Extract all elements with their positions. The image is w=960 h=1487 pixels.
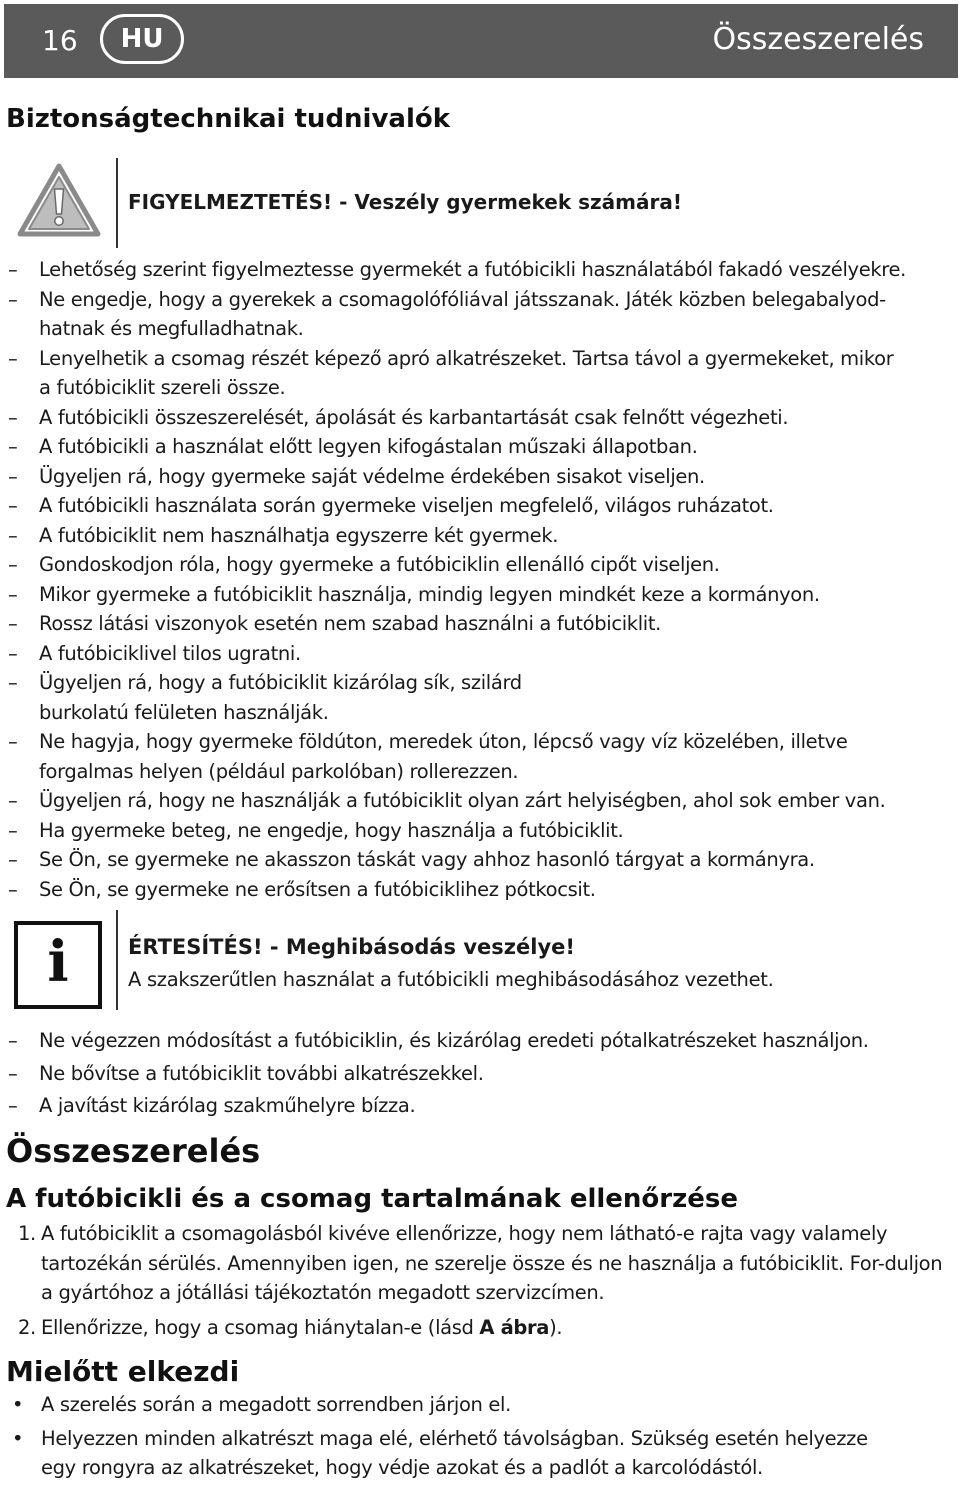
list-item: – A javítást kizárólag szakműhelyre bízza. [8,1091,958,1121]
warning-title: FIGYELMEZTETÉS! - Veszély gyermekek számára! [128,190,682,214]
page-header [4,4,958,78]
list-item: – A futóbicikli összeszerelését, ápolását és karbantartását csak felnőtt végezheti. [8,403,953,433]
check-steps [8,1219,953,1347]
notice-list [8,1026,958,1121]
figure-reference: A ábra [479,1315,550,1339]
list-item: – Ügyeljen rá, hogy a futóbiciklit kizárólag sík, szilárd burkolatú felületen használják. [8,668,953,727]
step-text: Ellenőrizze, hogy a csomag hiánytalan-e (lásd [41,1315,480,1339]
list-item: – Ne végezzen módosítást a futóbiciklin, és kizárólag eredeti pótalkatrészeket használjon. [8,1026,958,1056]
list-item: – Ne engedje, hogy a gyerekek a csomagolófóliával játsszanak. Játék közben belegabalyod- hatnak és megfulladhatnak. [8,285,953,344]
list-item: – Ügyeljen rá, hogy ne használják a futóbiciklit olyan zárt helyiségben, ahol sok ember van. [8,786,953,816]
assembly-heading: Összeszerelés [6,1132,261,1170]
notice-title: ÉRTESÍTÉS! - Meghibásodás veszélye! [128,935,575,959]
step-text-end: ). [549,1315,563,1339]
check-heading: A futóbicikli és a csomag tartalmának ellenőrzése [6,1184,738,1214]
list-item: – Lenyelhetik a csomag részét képező apró alkatrészeket. Tartsa távol a gyermekeket, mikor a futóbiciklit szereli össze. [8,344,953,403]
section-title: Összeszerelés [712,22,924,57]
list-item [8,1219,953,1308]
list-item: – Se Ön, se gyermeke ne erősítsen a futóbiciklihez pótkocsit. [8,875,953,905]
before-list [8,1390,953,1487]
list-item: – Ha gyermeke beteg, ne engedje, hogy használja a futóbiciklit. [8,816,953,846]
warning-divider [116,158,118,248]
safety-heading: Biztonságtechnikai tudnivalók [6,104,451,134]
language-badge: HU [100,14,184,64]
list-item: – Ne bővítse a futóbiciklit további alkatrészekkel. [8,1059,958,1089]
notice-text: A szakszerűtlen használat a futóbicikli meghibásodásához vezethet. [128,968,774,991]
list-item: – Lehetőség szerint figyelmeztesse gyermekét a futóbicikli használatából fakadó veszélyekre. [8,255,953,285]
list-item: – A futóbicikli használata során gyermeke viseljen megfelelő, világos ruházatot. [8,491,953,521]
safety-list [8,255,953,904]
warning-triangle-icon [16,162,102,238]
step-text: A futóbiciklit a csomagolásból kivéve ellenőrizze, hogy nem látható-e rajta vagy valamely tartozékán sérülés. Amennyiben igen, ne szerelje össze és ne használja a futóbiciklit. For-duljon a gyártóhoz a jótállási tájékoztatón megadott szervizcímen. [41,1222,943,1304]
list-item: – Ne hagyja, hogy gyermeke földúton, meredek úton, lépcső vagy víz közelében, illetve forgalmas helyen (például parkolóban) rollerezzen. [8,727,953,786]
list-item: – Mikor gyermeke a futóbiciklit használja, mindig legyen mindkét keze a kormányon. [8,580,953,610]
list-item: – A futóbiciklivel tilos ugratni. [8,639,953,669]
list-item: • A szerelés során a megadott sorrendben járjon el. [8,1390,953,1420]
list-item: – Gondoskodjon róla, hogy gyermeke a futóbiciklin ellenálló cipőt viseljen. [8,550,953,580]
list-item: • Helyezzen minden alkatrészt maga elé, elérhető távolságban. Szükség esetén helyezze egy rongyra az alkatrészeket, hogy védje azokat és a padlót a karcolódástól. [8,1424,953,1483]
list-item: – A futóbiciklit nem használhatja egyszerre két gyermek. [8,521,953,551]
list-item: – Ügyeljen rá, hogy gyermeke saját védelme érdekében sisakot viseljen. [8,462,953,492]
list-item: – Rossz látási viszonyok esetén nem szabad használni a futóbiciklit. [8,609,953,639]
page-number: 16 [42,24,78,57]
info-icon: i [14,921,102,1009]
step-number: 1. [18,1222,36,1245]
before-heading: Mielőtt elkezdi [6,1355,240,1388]
list-item: – A futóbicikli a használat előtt legyen kifogástalan műszaki állapotban. [8,432,953,462]
list-item [8,1313,953,1343]
step-number: 2. [18,1315,36,1339]
list-item: – Se Ön, se gyermeke ne akasszon táskát vagy ahhoz hasonló tárgyat a kormányra. [8,845,953,875]
notice-divider [116,910,118,1010]
